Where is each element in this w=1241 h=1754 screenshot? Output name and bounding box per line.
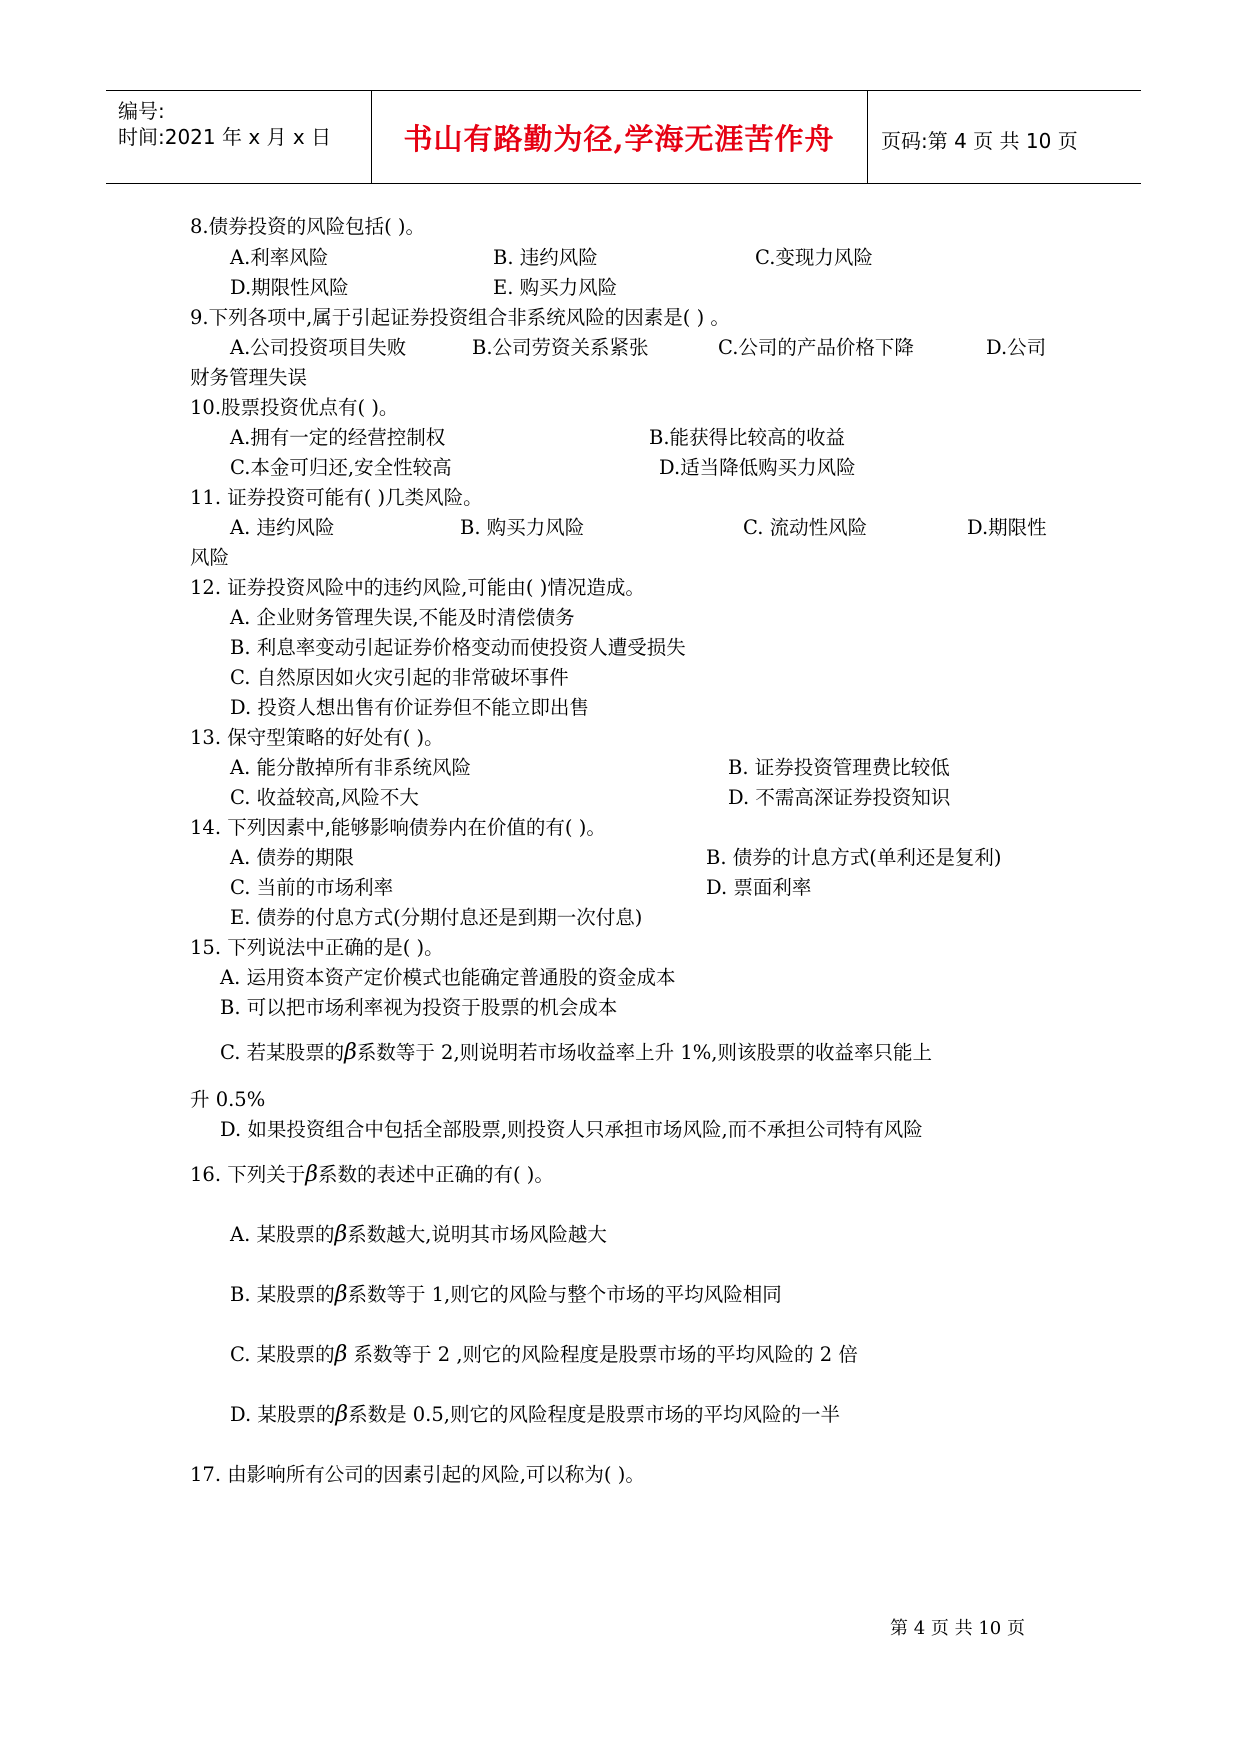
question-16-option-c-pre: C. 某股票的 bbox=[230, 1343, 335, 1366]
question-11-option-c: C. 流动性风险 bbox=[743, 516, 868, 539]
question-12-option-c: C. 自然原因如火灾引起的非常破坏事件 bbox=[230, 666, 569, 689]
question-16-option-c bbox=[230, 1340, 858, 1370]
header-page-cell bbox=[867, 91, 1141, 183]
question-10-option-a: A.拥有一定的经营控制权 bbox=[230, 426, 446, 449]
beta-symbol: β bbox=[334, 1222, 348, 1247]
question-9-option-b: B.公司劳资关系紧张 bbox=[472, 336, 649, 359]
question-8-option-a: A.利率风险 bbox=[230, 246, 329, 269]
question-16-option-d-pre: D. 某股票的 bbox=[230, 1403, 336, 1426]
question-16-option-d-post: 系数是 0.5,则它的风险程度是股票市场的平均风险的一半 bbox=[348, 1403, 840, 1426]
question-8-option-d: D.期限性风险 bbox=[230, 276, 349, 299]
question-9-option-a: A.公司投资项目失败 bbox=[230, 336, 407, 359]
question-9-stem: 9.下列各项中,属于引起证券投资组合非系统风险的因素是( ) 。 bbox=[190, 306, 730, 329]
question-14-stem: 14. 下列因素中,能够影响债券内在价值的有( )。 bbox=[190, 816, 606, 839]
question-15-option-c-post: 系数等于 2,则说明若市场收益率上升 1%,则该股票的收益率只能上 bbox=[356, 1041, 932, 1064]
question-9-option-c: C.公司的产品价格下降 bbox=[718, 336, 914, 359]
question-8-option-e: E. 购买力风险 bbox=[493, 276, 618, 299]
question-10-option-d: D.适当降低购买力风险 bbox=[659, 456, 856, 479]
question-13-option-c: C. 收益较高,风险不大 bbox=[230, 786, 419, 809]
question-9-continuation: 财务管理失误 bbox=[190, 366, 308, 389]
question-15-stem: 15. 下列说法中正确的是( )。 bbox=[190, 936, 444, 959]
question-15-option-c bbox=[220, 1038, 932, 1068]
question-12-stem: 12. 证券投资风险中的违约风险,可能由( )情况造成。 bbox=[190, 576, 645, 599]
question-8-stem: 8.债券投资的风险包括( )。 bbox=[190, 215, 426, 238]
question-16-option-a bbox=[230, 1220, 607, 1250]
question-16-stem bbox=[190, 1160, 554, 1190]
question-14-option-d: D. 票面利率 bbox=[706, 876, 812, 899]
time-label: 时间:2021 年 x 月 x 日 bbox=[118, 125, 332, 149]
question-14-option-a: A. 债券的期限 bbox=[230, 846, 354, 869]
question-14-option-c: C. 当前的市场利率 bbox=[230, 876, 394, 899]
question-16-option-b-post: 系数等于 1,则它的风险与整个市场的平均风险相同 bbox=[347, 1283, 782, 1306]
question-16-option-d bbox=[230, 1400, 840, 1430]
question-16-option-b bbox=[230, 1280, 782, 1310]
question-16-option-c-post: 系数等于 2 ,则它的风险程度是股票市场的平均风险的 2 倍 bbox=[347, 1343, 858, 1366]
question-15-option-a: A. 运用资本资产定价模式也能确定普通股的资金成本 bbox=[220, 966, 676, 989]
question-15-option-b: B. 可以把市场利率视为投资于股票的机会成本 bbox=[220, 996, 618, 1019]
page-footer: 第 4 页 共 10 页 bbox=[890, 1618, 1025, 1639]
question-16-option-a-pre: A. 某股票的 bbox=[230, 1223, 335, 1246]
question-8-option-b: B. 违约风险 bbox=[493, 246, 598, 269]
question-15-option-c-continuation: 升 0.5% bbox=[190, 1088, 266, 1111]
question-11-option-b: B. 购买力风险 bbox=[460, 516, 585, 539]
question-11-option-d: D.期限性 bbox=[967, 516, 1047, 539]
page-header bbox=[106, 90, 1141, 184]
question-16-option-a-post: 系数越大,说明其市场风险越大 bbox=[347, 1223, 607, 1246]
question-15-option-d: D. 如果投资组合中包括全部股票,则投资人只承担市场风险,而不承担公司特有风险 bbox=[220, 1118, 923, 1141]
beta-symbol: β bbox=[334, 1282, 348, 1307]
question-13-option-d: D. 不需高深证券投资知识 bbox=[728, 786, 951, 809]
question-16-stem-pre: 16. 下列关于 bbox=[190, 1163, 306, 1186]
question-15-option-c-pre: C. 若某股票的 bbox=[220, 1041, 345, 1064]
question-11-continuation: 风险 bbox=[190, 546, 230, 569]
beta-symbol: β bbox=[335, 1402, 349, 1427]
question-16-stem-post: 系数的表述中正确的有( )。 bbox=[317, 1163, 554, 1186]
beta-symbol: β bbox=[334, 1342, 348, 1367]
question-16-option-b-pre: B. 某股票的 bbox=[230, 1283, 335, 1306]
question-10-option-b: B.能获得比较高的收益 bbox=[649, 426, 846, 449]
question-17-stem: 17. 由影响所有公司的因素引起的风险,可以称为( )。 bbox=[190, 1463, 645, 1486]
motto-text: 书山有路勤为径,学海无涯苦作舟 bbox=[403, 122, 835, 156]
header-info-cell bbox=[106, 91, 372, 183]
question-14-option-e: E. 债券的付息方式(分期付息还是到期一次付息) bbox=[230, 906, 643, 929]
question-10-stem: 10.股票投资优点有( )。 bbox=[190, 396, 399, 419]
header-motto-cell bbox=[371, 91, 868, 183]
question-11-stem: 11. 证券投资可能有( )几类风险。 bbox=[190, 486, 483, 509]
question-14-option-b: B. 债券的计息方式(单利还是复利) bbox=[706, 846, 1002, 869]
question-12-option-b: B. 利息率变动引起证券价格变动而使投资人遭受损失 bbox=[230, 636, 686, 659]
question-8-option-c: C.变现力风险 bbox=[755, 246, 873, 269]
serial-number-label: 编号: bbox=[118, 99, 165, 123]
question-12-option-a: A. 企业财务管理失误,不能及时清偿债务 bbox=[230, 606, 575, 629]
beta-symbol: β bbox=[305, 1162, 318, 1187]
question-13-stem: 13. 保守型策略的好处有( )。 bbox=[190, 726, 444, 749]
beta-symbol: β bbox=[344, 1040, 357, 1065]
question-9-option-d: D.公司 bbox=[986, 336, 1047, 359]
question-10-option-c: C.本金可归还,安全性较高 bbox=[230, 456, 452, 479]
question-13-option-b: B. 证券投资管理费比较低 bbox=[728, 756, 950, 779]
question-13-option-a: A. 能分散掉所有非系统风险 bbox=[230, 756, 471, 779]
page-number-label: 页码:第 4 页 共 10 页 bbox=[881, 129, 1078, 153]
question-11-option-a: A. 违约风险 bbox=[230, 516, 335, 539]
question-12-option-d: D. 投资人想出售有价证券但不能立即出售 bbox=[230, 696, 589, 719]
